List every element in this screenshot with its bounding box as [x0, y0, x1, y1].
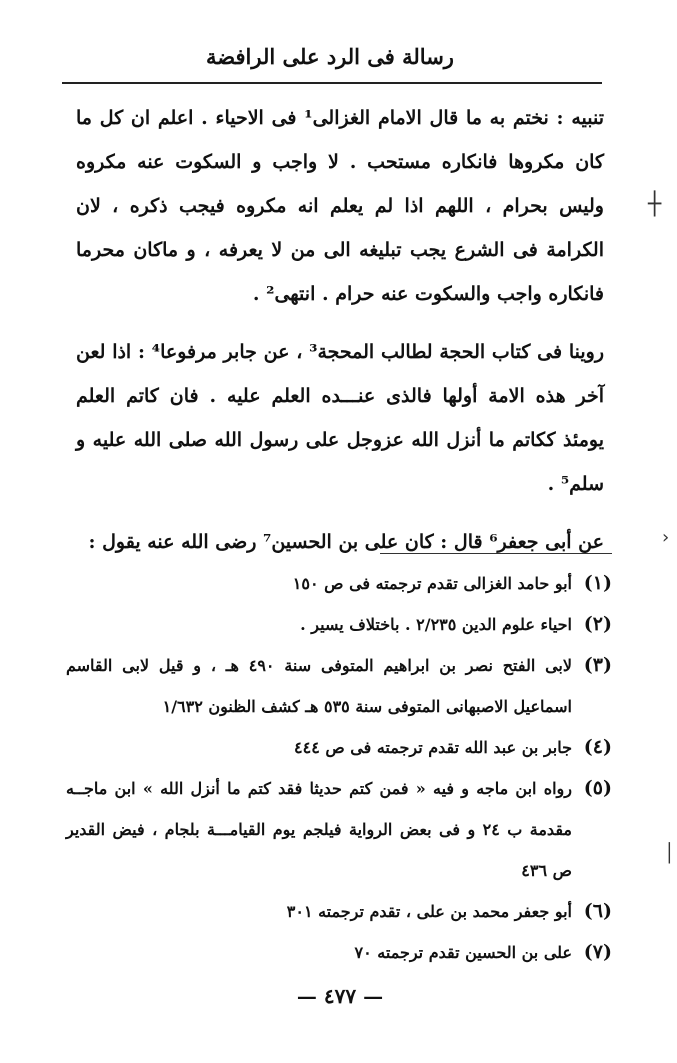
- footnote-item: [66, 891, 612, 932]
- footnote-text: احياء علوم الدين ٢/٢٣٥ . باختلاف يسير .: [300, 615, 572, 634]
- paragraph-riwayah: روينا فى كتاب الحجة لطالب المحجة³ ، عن جابر مرفوعا⁴ : اذا لعن آخر هذه الامة أولها فالذى عنـــده العلم عليه . فان كاتم العلم يومئذ ككاتم ما أنزل الله عزوجل على رسول الله صلى الله عليه و سلم⁵ .: [76, 341, 604, 495]
- page-number: — ٤٧٧ —: [296, 984, 384, 1008]
- margin-tick-icon: │: [664, 843, 675, 864]
- footnote-number: (١): [583, 572, 612, 594]
- footnote-text: أبو حامد الغزالى تقدم ترجمته فى ص ١٥٠: [292, 574, 572, 593]
- footnote-item: [66, 932, 612, 973]
- footnote-item: [66, 727, 612, 768]
- paragraph-tanbih: تنبيه : نختم به ما قال الامام الغزالى¹ فى الاحياء . اعلم ان كل ما كان مكروها فانكاره مستحب . لا واجب و السكوت عنه مكروه وليس بحرام ، اللهم اذا لم يعلم انه مكروه فيجب ذكره ، لان الكرامة فى الشرع يجب تبليغه الى من لا يعرفه ، و ماكان محرما فانكاره واجب والسكوت عنه حرام . انتهى² .: [76, 107, 604, 305]
- footnote-text: لابى الفتح نصر بن ابراهيم المتوفى سنة ٤٩٠ هـ ، و قيل لابى القاسم اسماعيل الاصبهانى المتوفى سنة ٥٣٥ هـ كشف الظنون ١/٦٣٢: [66, 656, 573, 716]
- footnote-text: أبو جعفر محمد بن على ، تقدم ترجمته ٣٠١: [286, 902, 572, 921]
- footnote-number: (٦): [583, 900, 612, 922]
- header-rule: [62, 82, 602, 84]
- footnote-item: [66, 563, 612, 604]
- footnote-item: [66, 645, 612, 727]
- footnote-item: [66, 768, 612, 891]
- footnote-text: على بن الحسين تقدم ترجمته ٧٠: [354, 943, 572, 962]
- main-text: [76, 96, 604, 564]
- footnote-number: (٥): [583, 777, 612, 799]
- footnote-item: [66, 604, 612, 645]
- footnote-number: (٤): [583, 736, 612, 758]
- footnote-text: جابر بن عبد الله تقدم ترجمته فى ص ٤٤٤: [294, 738, 572, 757]
- footnote-number: (٢): [583, 613, 612, 635]
- paragraph-abu-jafar: عن أبى جعفر⁶ قال : كان على بن الحسين⁷ رضى الله عنه يقول :: [88, 531, 604, 553]
- margin-tick-icon: ›: [662, 527, 670, 548]
- footnote-rule: [380, 553, 612, 554]
- footnotes: [66, 563, 612, 973]
- footnote-number: (٣): [583, 654, 612, 676]
- margin-tick-icon: ┼: [648, 192, 662, 217]
- footnote-number: (٧): [583, 941, 612, 963]
- running-header-title: رسالة فى الرد على الرافضة: [206, 44, 454, 69]
- footnote-text: رواه ابن ماجه و فيه « فمن كتم حديثا فقد كتم ما أنزل الله » ابن ماجــه مقدمة ب ٢٤ و فى بعض الرواية فيلجم يوم القيامـــة بلجام ، فيض القدير ص ٤٣٦: [66, 779, 572, 880]
